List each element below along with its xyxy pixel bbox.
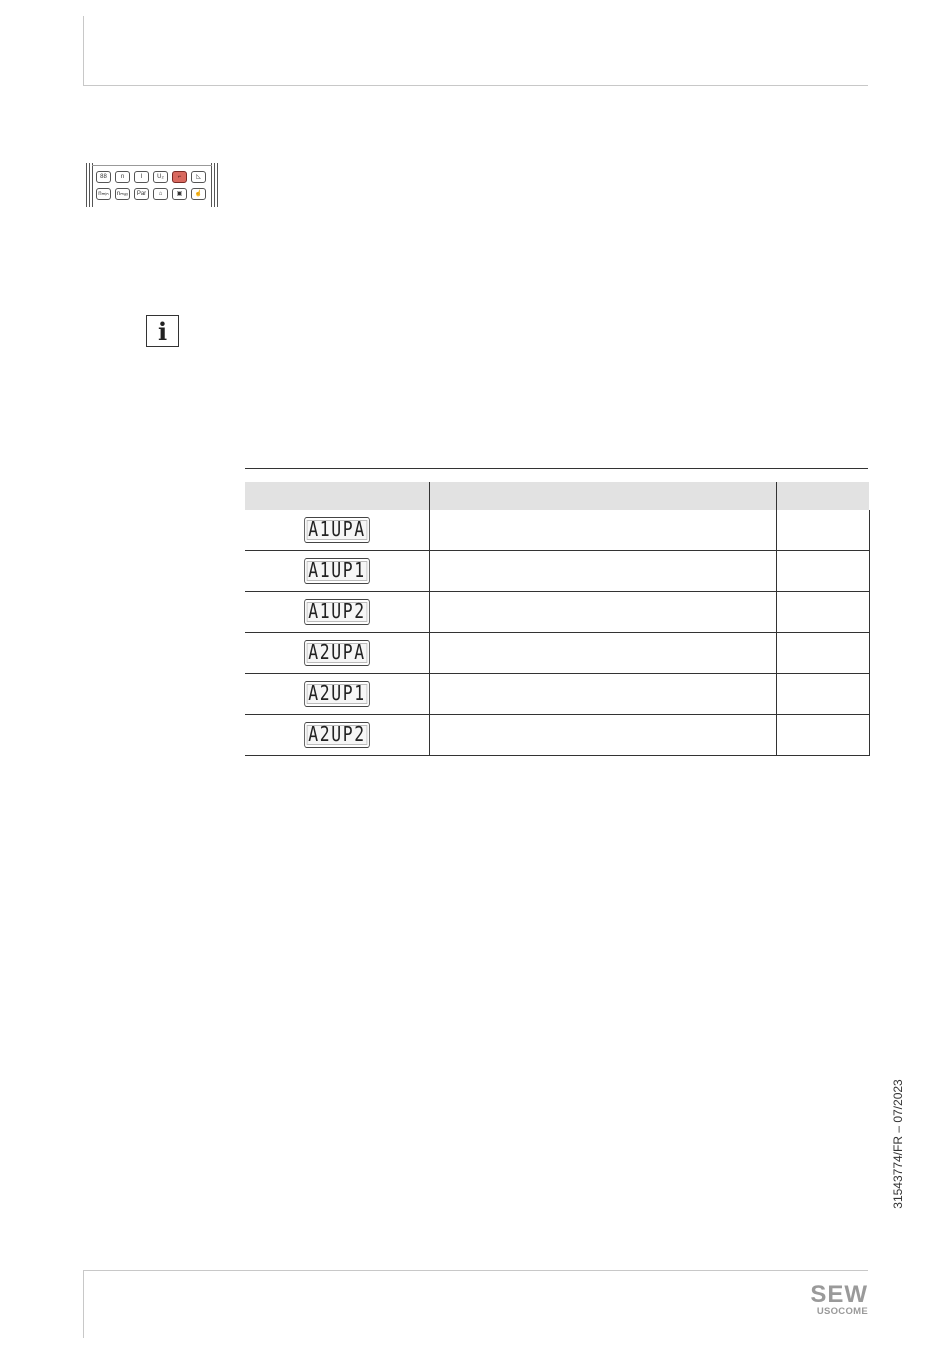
lcd-display: A1UP1 [304, 558, 370, 584]
value-cell [776, 592, 869, 633]
value-cell [776, 633, 869, 674]
ramp-down-key: ◺ [191, 171, 206, 183]
lcd-display: A2UP2 [304, 722, 370, 748]
description-cell [429, 674, 776, 715]
speed-n-key: n [115, 171, 130, 183]
description-cell [429, 551, 776, 592]
table-header-description [429, 482, 776, 510]
display-cell [245, 592, 429, 633]
display-cell [245, 510, 429, 551]
table-header-value [776, 482, 869, 510]
ramp-curve-key: ⌐ [172, 171, 187, 183]
description-cell [429, 633, 776, 674]
value-cell [776, 674, 869, 715]
table-top-rule [245, 468, 868, 469]
keypad-panel [86, 163, 218, 207]
voltage-U2-key: U₂ [153, 171, 168, 183]
parameter-table [245, 482, 870, 756]
header-left-rule [83, 16, 84, 86]
document-id: 31543774/FR – 07/2023 [891, 1079, 905, 1209]
motor-key: ⌂ [153, 188, 168, 200]
nmax-key: nₘₐₓ [115, 188, 130, 200]
table-row [245, 633, 869, 674]
lcd-display: A1UP2 [304, 599, 370, 625]
display-88-key: 88 [96, 171, 111, 183]
keypad-row-2 [96, 188, 206, 200]
table-row [245, 715, 869, 756]
value-cell [776, 510, 869, 551]
footer-top-rule [83, 1270, 868, 1271]
keypad-row-1 [96, 171, 206, 183]
table-row [245, 674, 869, 715]
footer-left-rule [83, 1270, 84, 1338]
header-bottom-rule [83, 85, 868, 86]
nmin-key: nₘᵢₙ [96, 188, 111, 200]
value-cell [776, 715, 869, 756]
value-cell [776, 551, 869, 592]
lcd-display: A2UPA [304, 640, 370, 666]
sew-usocome-logo [798, 1281, 868, 1318]
logo-line-1: SEW [810, 1281, 868, 1308]
display-cell [245, 674, 429, 715]
table-row [245, 551, 869, 592]
table-row [245, 510, 869, 551]
display-cell [245, 633, 429, 674]
description-cell [429, 592, 776, 633]
description-cell [429, 715, 776, 756]
parameter-key: Par [134, 188, 149, 200]
save-key: ▣ [172, 188, 187, 200]
table-header-display [245, 482, 429, 510]
info-icon: i [146, 315, 179, 347]
table-header-row [245, 482, 869, 510]
hand-key: ☝ [191, 188, 206, 200]
logo-line-2: USOCOME [816, 1306, 868, 1317]
current-I-key: I [134, 171, 149, 183]
display-cell [245, 715, 429, 756]
description-cell [429, 510, 776, 551]
display-cell [245, 551, 429, 592]
lcd-display: A2UP1 [304, 681, 370, 707]
lcd-display: A1UPA [304, 517, 370, 543]
table-row [245, 592, 869, 633]
